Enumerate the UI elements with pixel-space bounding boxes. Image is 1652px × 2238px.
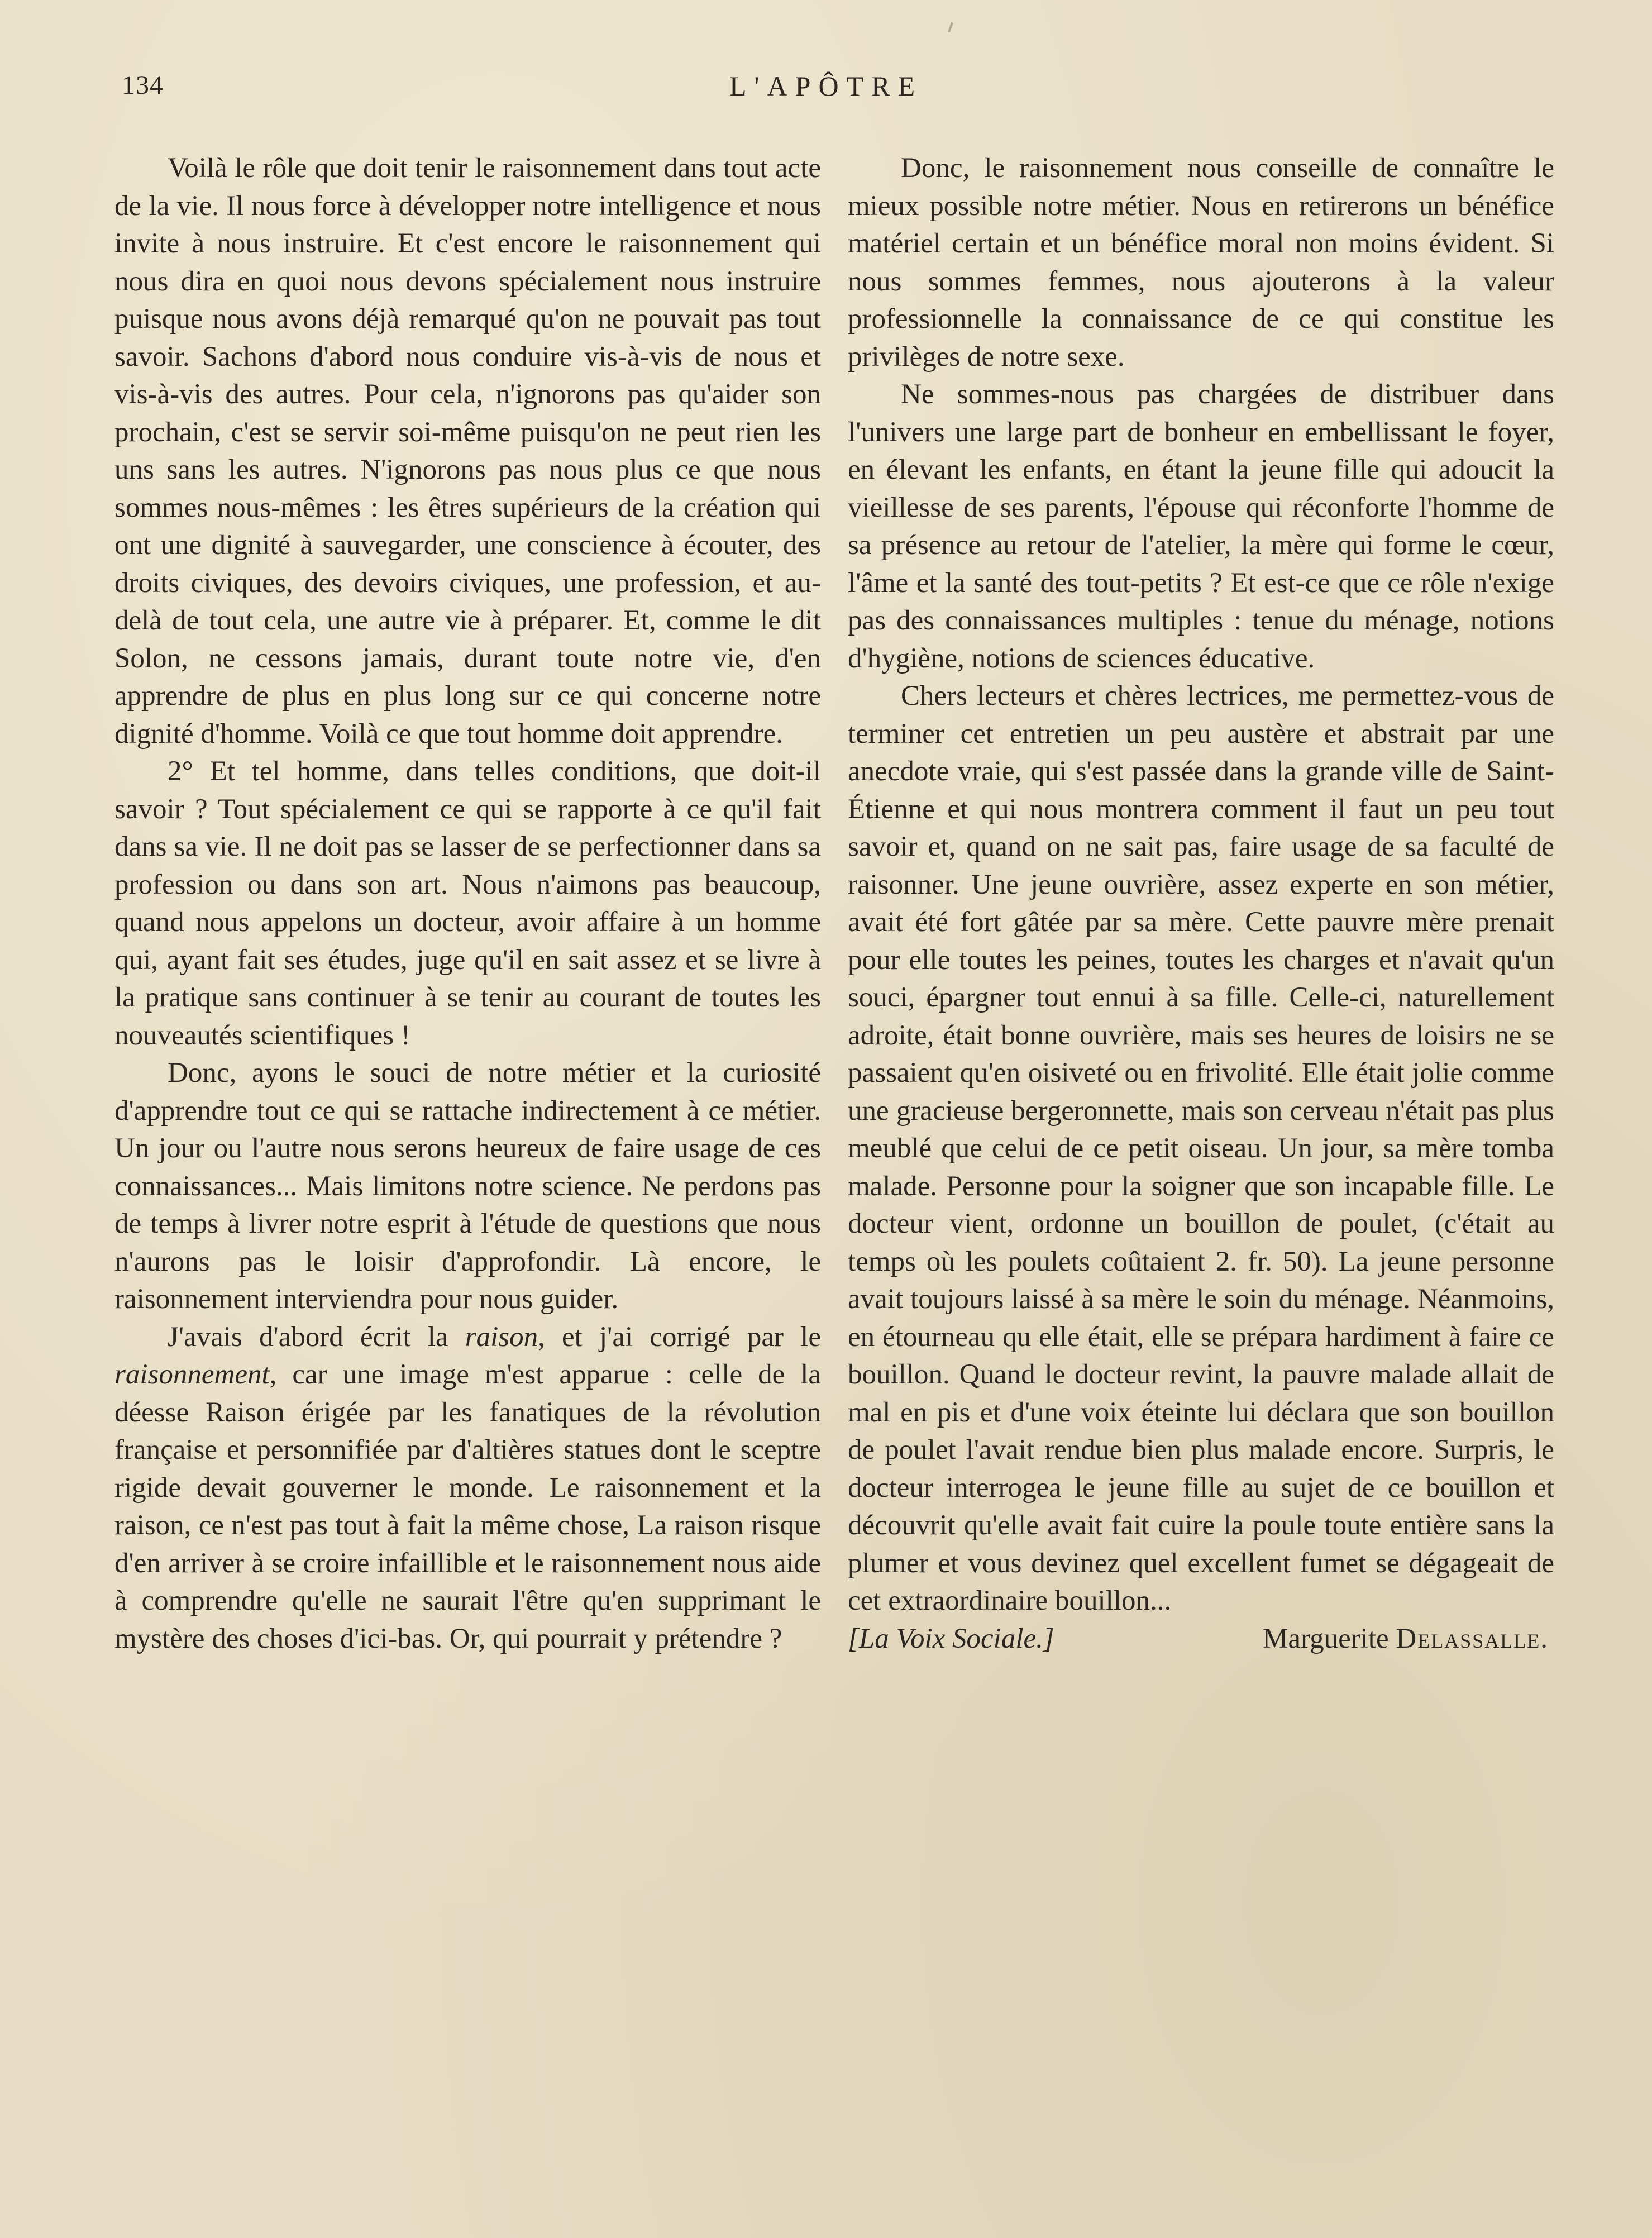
running-title: L'APÔTRE (729, 70, 923, 102)
right-paragraph-3: Chers lecteurs et chères lectrices, me permettez-vous de terminer cet entretien un peu austère et abstrait par une anecdote vraie, qui s'est passée dans la grande ville de Saint-Étienne et qui nous montrera comment il faut un peu tout savoir et, quand on ne sait pas, faire usage de sa faculté de raisonner. Une jeune ouvrière, assez experte en son métier, avait été fort gâtée par sa mère. Cette pauvre mère prenait pour elle toutes les peines, toutes les charges et n'avait qu'un souci, épargner tout ennui à sa fille. Celle-ci, naturellement adroite, était bonne ouvrière, mais ses heures de loisirs ne se passaient qu'en oisiveté ou en frivolité. Elle était jolie comme une gracieuse bergeronnette, mais son cerveau n'était pas plus meublé que celui de ce petit oiseau. Un jour, sa mère tomba malade. Personne pour la soigner que son incapable fille. Le docteur vient, ordonne un bouillon de poulet, (c'était au temps où les poulets coûtaient 2. fr. 50). La jeune personne avait toujours laissé à sa mère le soin du ménage. Néanmoins, en étourneau qu elle était, elle se prépara hardiment à faire ce bouillon. Quand le docteur revint, la pauvre malade allait de mal en pis et d'une voix éteinte lui déclara que son bouillon de poulet l'avait rendue bien plus malade encore. Surpris, le docteur interrogea le jeune fille au sujet de ce bouillon et découvrit qu'elle avait fait cuire la poule toute entière sans la plumer et vous devinez quel excellent fumet se dégageait de cet extraordinaire bouillon... (848, 680, 1554, 1616)
source-citation: [La Voix Sociale.] (848, 1623, 1054, 1654)
right-paragraph-2: Ne sommes-nous pas chargées de distribuer dans l'univers une large part de bonheur en embellissant le foyer, en élevant les enfants, en étant la jeune fille qui adoucit la vieillesse de ses parents, l'épouse qui réconforte l'homme de sa présence au retour de l'atelier, la mère qui forme le cœur, l'âme et la santé des tout-petits ? Et est-ce que ce rôle n'exige pas des connaissances multiples : tenue du ménage, notions d'hygiène, notions de sciences éducative. (848, 379, 1554, 674)
right-column (848, 150, 1554, 1658)
right-paragraph-1: Donc, le raisonnement nous conseille de connaître le mieux possible notre métier. Nous en retirerons un bénéfice matériel certain et un bénéfice moral non moins évident. Si nous sommes femmes, nous ajouterons à la valeur professionnelle la connaissance de ce qui constitue les privilèges de notre sexe. (848, 152, 1554, 373)
paper-speck (948, 22, 953, 32)
author-first-name: Marguerite (1263, 1623, 1389, 1654)
p4-emphasis-raisonnement: raisonnement (114, 1359, 270, 1390)
author-last-name: Delassalle. (1396, 1623, 1549, 1654)
author-name (1263, 1620, 1554, 1658)
left-column (114, 150, 821, 1658)
signature-line (848, 1620, 1554, 1658)
left-paragraph-4 (114, 1319, 821, 1658)
page-header (122, 70, 1530, 120)
p4-text-3: , car une image m'est apparue : celle de la déesse Raison érigée par les fanatiques de la révolution française et personnifiée par d'altières statues dont le sceptre rigide devait gouverner le monde. Le raisonnement et la raison, ce n'est pas tout à fait la même chose, La raison risque d'en arriver à se croire infaillible et le raisonnement nous aide à comprendre qu'elle ne saurait l'être qu'en supprimant le mystère des choses d'ici-bas. Or, qui pourrait y prétendre ? (114, 1359, 821, 1654)
page-number: 134 (122, 70, 164, 100)
left-paragraph-2: 2° Et tel homme, dans telles conditions, que doit-il savoir ? Tout spécialement ce qui se rapporte à ce qu'il fait dans sa vie. Il ne doit pas se lasser de se perfectionner dans sa profession ou dans son art. Nous n'aimons pas beaucoup, quand nous appelons un docteur, avoir affaire à un homme qui, ayant fait ses études, juge qu'il en sait assez et se livre à la pratique sans continuer à se tenir au courant de toutes les nouveautés scientifiques ! (114, 756, 821, 1051)
p4-text-1: J'avais d'abord écrit la (168, 1321, 465, 1353)
p4-text-2: , et j'ai corrigé par le (538, 1321, 821, 1353)
left-paragraph-3: Donc, ayons le souci de notre métier et la curiosité d'apprendre tout ce qui se rattache indirectement à ce métier. Un jour ou l'autre nous serons heureux de faire usage de ces connaissances... Mais limitons notre science. Ne perdons pas de temps à livrer notre esprit à l'étude de questions que nous n'aurons pas le loisir d'approfondir. Là encore, le raisonnement interviendra pour nous guider. (114, 1057, 821, 1315)
p4-emphasis-raison: raison (465, 1321, 538, 1353)
left-paragraph-1: Voilà le rôle que doit tenir le raisonnement dans tout acte de la vie. Il nous force à développer notre intelligence et nous invite à nous instruire. Et c'est encore le raisonnement qui nous dira en quoi nous devons spécialement nous instruire puisque nous avons déjà remarqué qu'on ne pouvait pas tout savoir. Sachons d'abord nous conduire vis-à-vis de nous et vis-à-vis des autres. Pour cela, n'ignorons pas qu'aider son prochain, c'est se servir soi-même puisqu'on ne peut rien les uns sans les autres. N'ignorons pas nous plus ce que nous sommes nous-mêmes : les êtres supérieurs de la création qui ont une dignité à sauvegarder, une conscience à écouter, des droits civiques, des devoirs civiques, une profession, et au-delà de tout cela, une autre vie à préparer. Et, comme le dit Solon, ne cessons jamais, durant toute notre vie, d'en apprendre de plus en plus long sur ce qui concerne notre dignité d'homme. Voilà ce que tout homme doit apprendre. (114, 152, 821, 750)
